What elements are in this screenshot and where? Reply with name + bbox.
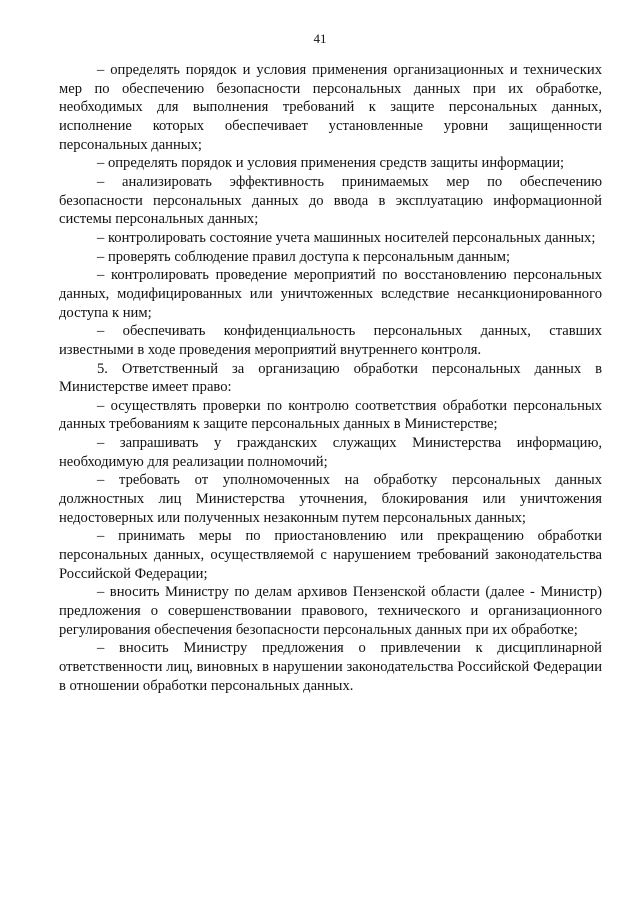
paragraph: – запрашивать у гражданских служащих Министерства информацию, необходимую для реализации полномочий; [59,435,602,470]
paragraph: – обеспечивать конфиденциальность персональных данных, ставших известными в ходе проведения мероприятий внутреннего контроля. [59,323,602,358]
paragraph: – определять порядок и условия применения организационных и технических мер по обеспечению безопасности персональных данных при их обработке, необходимых для выполнения требований к защите персональных данных, исполнение которых обеспечивает установленные уровни защищенности персональных данных; [59,62,602,153]
paragraph: – проверять соблюдение правил доступа к персональным данным; [97,248,511,265]
paragraph: – вносить Министру по делам архивов Пензенской области (далее - Министр) предложения о совершенствовании правового, технического и организационного регулирования обеспечения безопасности персональных данных при их обработке; [59,584,602,638]
paragraph: – контролировать проведение мероприятий по восстановлению персональных данных, модифицированных или уничтоженных вследствие несанкционированного доступа к ним; [59,267,602,321]
page-number: 41 [313,31,327,46]
paragraph: – вносить Министру предложения о привлечении к дисциплинарной ответственности лиц, виновных в нарушении законодательства Российской Федерации в отношении обработки персональных данных. [59,640,602,694]
paragraph: – определять порядок и условия применения средств защиты информации; [97,155,565,172]
paragraph: – контролировать состояние учета машинных носителей персональных данных; [97,229,596,246]
paragraph: – принимать меры по приостановлению или прекращению обработки персональных данных, осуществляемой с нарушением требований законодательства Российской Федерации; [59,528,602,582]
paragraph: – осуществлять проверки по контролю соответствия обработки персональных данных требованиям к защите персональных данных в Министерстве; [59,397,602,433]
paragraph: – анализировать эффективность принимаемых мер по обеспечению безопасности персональных данных до ввода в эксплуатацию информационной системы персональных данных; [59,173,602,228]
paragraph: 5. Ответственный за организацию обработки персональных данных в Министерстве имеет право: [59,360,602,396]
document-body [59,61,602,695]
paragraph: – требовать от уполномоченных на обработку персональных данных должностных лиц Министерства уточнения, блокирования или уничтожения недостоверных или полученных незаконным путем персональных данных; [59,472,602,526]
